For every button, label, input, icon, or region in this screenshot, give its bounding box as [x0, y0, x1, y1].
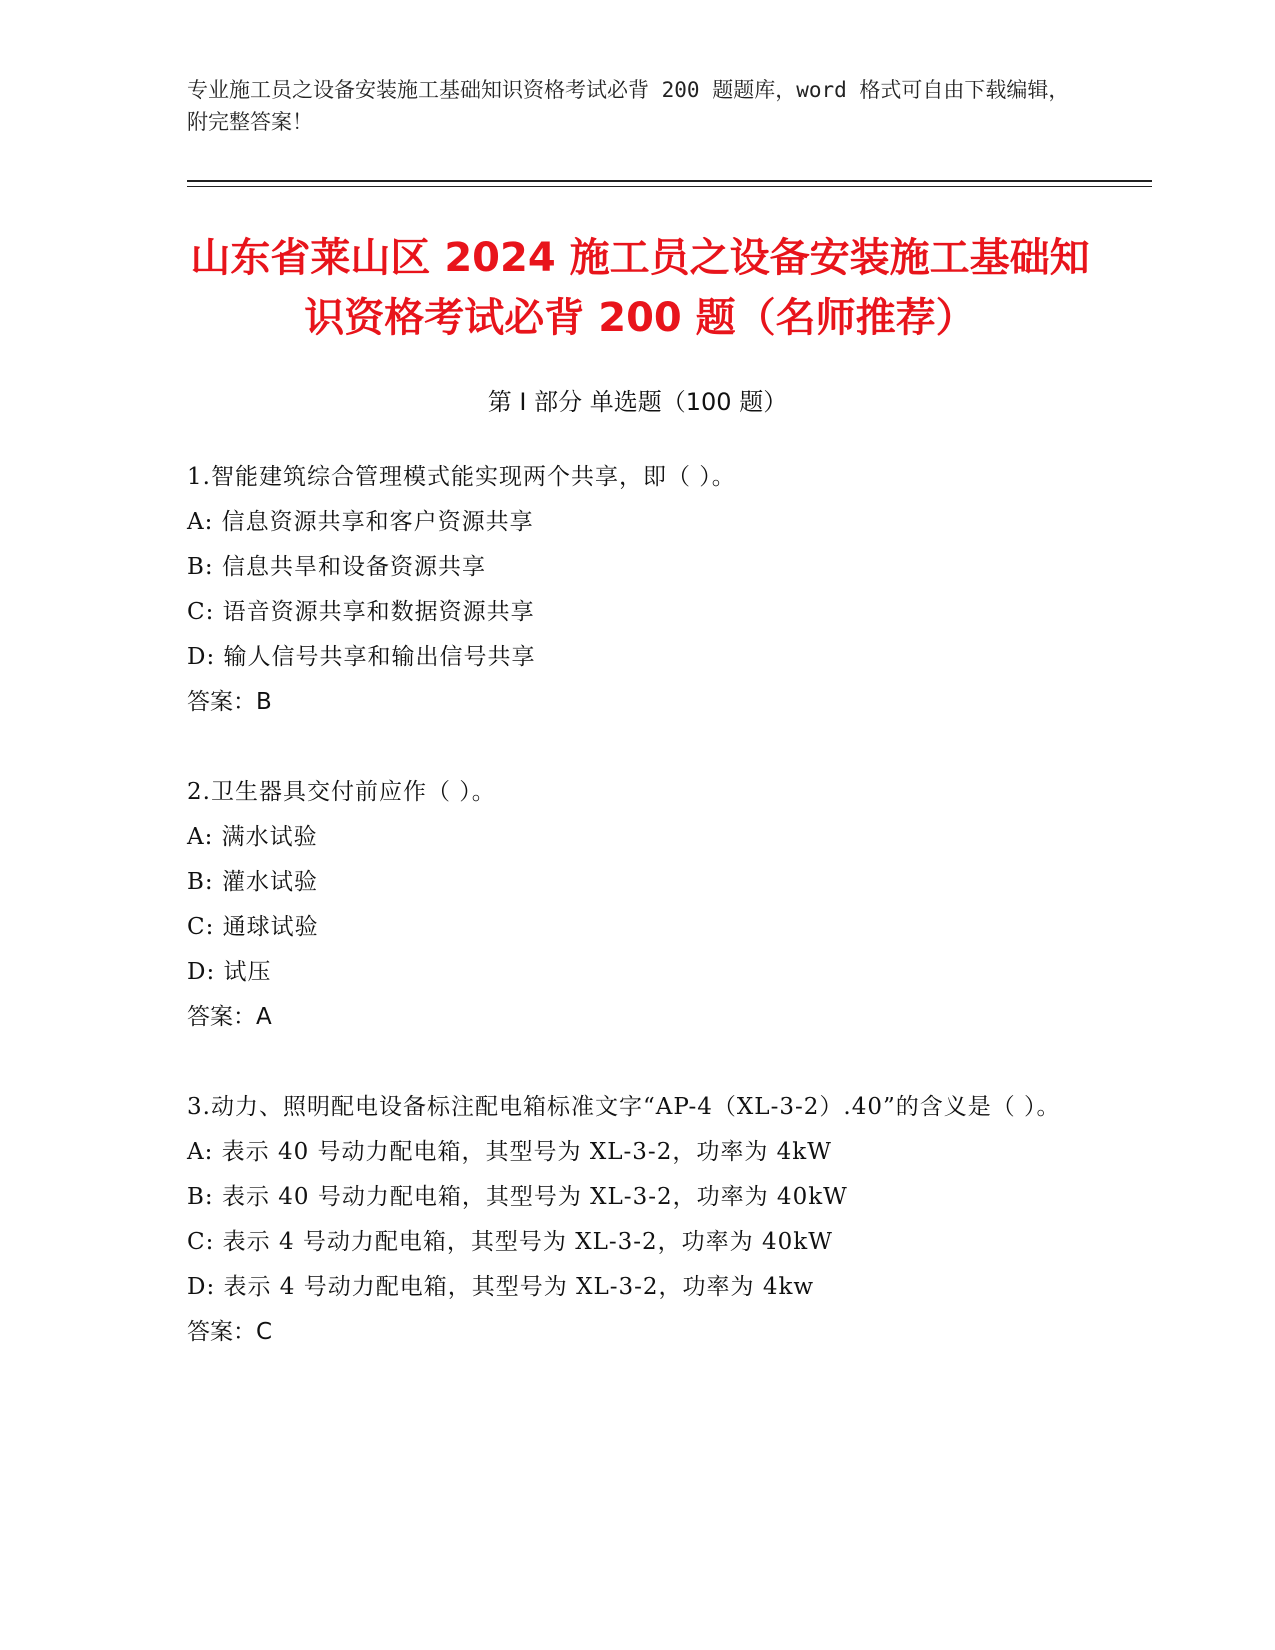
answer: 答案：B — [187, 689, 272, 715]
option-a: A: 满水试验 — [187, 824, 318, 850]
question-stem: 2.卫生器具交付前应作（ ）。 — [187, 779, 496, 805]
option-a: A: 信息资源共享和客户资源共享 — [187, 509, 534, 535]
answer: 答案：A — [187, 1004, 272, 1030]
question-3 — [187, 1085, 1087, 1355]
section-title: 第 I 部分 单选题（100 题） — [487, 388, 788, 416]
option-c: C: 语音资源共享和数据资源共享 — [187, 599, 535, 625]
option-c: C: 通球试验 — [187, 914, 319, 940]
answer: 答案：C — [187, 1319, 273, 1345]
question-2 — [187, 770, 1087, 1040]
question-1 — [187, 455, 1087, 725]
option-a: A: 表示 40 号动力配电箱，其型号为 XL-3-2，功率为 4kW — [187, 1139, 832, 1165]
document-title: 山东省莱山区 2024 施工员之设备安装施工基础知识资格考试必背 200 题（名师推荐） — [190, 235, 1090, 341]
option-d: D: 表示 4 号动力配电箱，其型号为 XL-3-2，功率为 4kw — [187, 1274, 815, 1300]
option-b: B: 灌水试验 — [187, 869, 318, 895]
option-b: B: 表示 40 号动力配电箱，其型号为 XL-3-2，功率为 40kW — [187, 1184, 848, 1210]
option-c: C: 表示 4 号动力配电箱，其型号为 XL-3-2，功率为 40kW — [187, 1229, 833, 1255]
header-note: 专业施工员之设备安装施工基础知识资格考试必背 200 题题库，word 格式可自由下载编辑，附完整答案！ — [187, 78, 1070, 134]
option-d: D: 试压 — [187, 959, 272, 985]
question-stem: 3.动力、照明配电设备标注配电箱标准文字“AP-4（XL-3-2）.40”的含义是（ ）。 — [187, 1094, 1061, 1120]
question-stem: 1.智能建筑综合管理模式能实现两个共享，即（ ）。 — [187, 464, 736, 490]
header-divider — [187, 180, 1152, 182]
option-b: B: 信息共旱和设备资源共享 — [187, 554, 486, 580]
option-d: D: 输人信号共享和输出信号共享 — [187, 644, 536, 670]
